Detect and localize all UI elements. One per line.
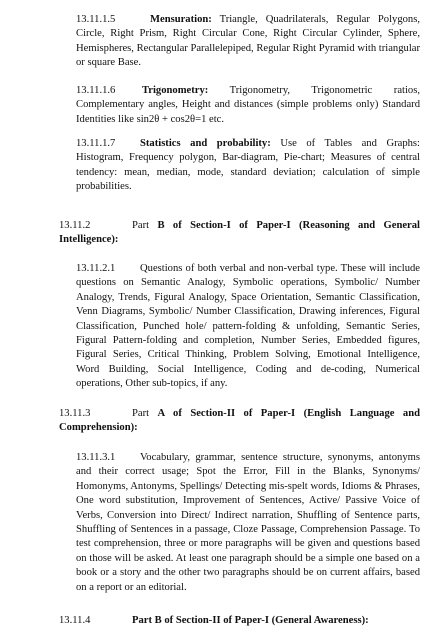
heading-prefix: Part [132,220,158,231]
section-trigonometry [76,84,420,127]
heading-number: 13.11.2 [59,220,91,231]
section-heading: Mensuration: [150,14,212,25]
section-mensuration [76,13,420,71]
section-heading: Statistics and probability: [140,138,271,149]
heading-prefix: Part [132,408,158,419]
section-number: 13.11.1.6 [76,85,116,96]
heading-number: 13.11.3 [59,408,91,419]
heading-reasoning [59,219,420,248]
section-statistics [76,137,420,195]
heading-title: B of Section-I of Paper-I (Reasoning and General Intelligence): [59,220,420,246]
section-number: 13.11.1.7 [76,138,116,149]
section-text: Vocabulary, grammar, sentence structure, synonyms, antonyms and their correct usage; Spot the Error, Fill in the Blanks, Synonyms/ Homonyms, Antonyms, Spellings/ Detecting mis-spelt words, Idioms & Phrases, One word substitution, Improvement of Sentences, Active/ Passive Voice of Verbs, Conversion into Direct/ Indirect narration, Shuffling of Sentence parts, Shuffling of Sentences in a passage, Cloze Passage, Comprehension Passage. To test comprehension, three or more paragraphs will be given and questions based on those will be asked. At least one paragraph should be a simple one based on a book or a story and the other two paragraphs should be on current affairs, based on a report or an editorial. [76,452,420,593]
heading-title: A of Section-II of Paper-I (English Language and Comprehension): [59,408,420,434]
section-text: Trigonometry, Trigonometric ratios, Complementary angles, Height and distances (simple problems only) Standard Identities like sin2θ + cos2θ=1 etc. [76,85,420,125]
section-heading: Trigonometry: [142,85,209,96]
section-text: Questions of both verbal and non-verbal type. These will include questions on Semantic Analogy, Symbolic operations, Symbolic/ Number Analogy, Trends, Figural Analogy, Space Orientation, Semantic Classification, Venn Diagrams, Symbolic/ Number Classification, Drawing inferences, Figural Classification, Punched hole/ pattern-folding & unfolding, Semantic Series, Figural Pattern-folding and completion, Number Series, Embedded figures, Figural Series, Critical Thinking, Problem Solving, Emotional Intelligence, Word Building, Social Intelligence, Coding and de-coding, Numerical operations, Other sub-topics, if any. [76,263,420,390]
section-number: 13.11.1.5 [76,14,116,25]
heading-number: 13.11.4 [59,615,91,626]
section-text: Triangle, Quadrilaterals, Regular Polygons, Circle, Right Prism, Right Circular Cone, Right Circular Cylinder, Sphere, Hemispheres, Rectangular Parallelepiped, Regular Right Pyramid with triangular or square Base. [76,14,420,69]
section-number: 13.11.3.1 [76,452,116,463]
heading-general-awareness [59,614,420,628]
heading-title: Part B of Section-II of Paper-I (General Awareness): [132,615,369,626]
section-reasoning-topics [76,262,420,392]
section-english-topics [76,451,420,595]
section-text: Use of Tables and Graphs: Histogram, Frequency polygon, Bar-diagram, Pie-chart; Measures of central tendency: mean, median, mode, standard deviation; calculation of simple probabilities. [76,138,420,193]
section-number: 13.11.2.1 [76,263,116,274]
heading-english [59,407,420,436]
